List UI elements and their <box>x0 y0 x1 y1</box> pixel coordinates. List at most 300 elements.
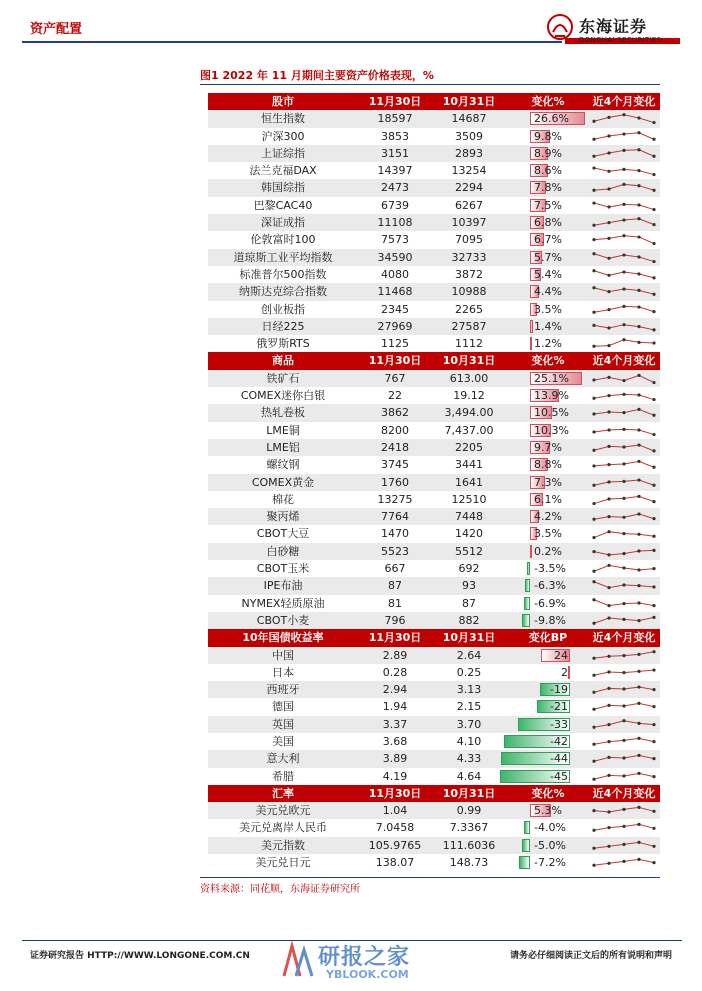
sparkline-point <box>652 466 655 469</box>
sparkline <box>588 595 660 612</box>
change-value: 4.4% <box>534 285 562 299</box>
value-oct31: 12510 <box>451 492 487 506</box>
value-oct31: 111.6036 <box>442 838 496 852</box>
sparkline-point <box>592 829 595 832</box>
value-oct31: 14687 <box>451 112 487 126</box>
sparkline <box>588 197 660 214</box>
section-title: 10年国债收益率 <box>242 631 324 645</box>
change-value: 5.4% <box>534 267 562 281</box>
sparkline-point <box>652 173 655 176</box>
sparkline-point <box>637 305 640 308</box>
table-row <box>208 197 660 214</box>
sparkline-point <box>637 806 640 809</box>
table-row <box>208 387 660 404</box>
value-nov30: 3.68 <box>382 734 408 748</box>
sparkline <box>588 404 660 421</box>
sparkline-point <box>652 810 655 813</box>
value-oct31: 32733 <box>451 250 487 264</box>
sparkline-point <box>637 601 640 604</box>
sparkline-point <box>622 235 625 238</box>
sparkline <box>588 854 660 871</box>
sparkline-point <box>607 604 610 607</box>
table-row <box>208 370 660 387</box>
change-value: -21 <box>550 700 568 714</box>
value-oct31: 148.73 <box>449 856 489 870</box>
table-row <box>208 439 660 456</box>
value-oct31: 1641 <box>455 475 483 489</box>
sparkline-point <box>637 325 640 328</box>
table-row <box>208 214 660 231</box>
asset-name: 德国 <box>272 700 294 714</box>
change-value: 3.5% <box>534 302 562 316</box>
column-header-change: 变化% <box>531 354 565 368</box>
change-value: -44 <box>550 752 568 766</box>
sparkline-point <box>652 155 655 158</box>
change-value: 8.6% <box>534 164 562 178</box>
table-row <box>208 750 660 767</box>
value-nov30: 5523 <box>381 544 409 558</box>
sparkline-point <box>607 480 610 483</box>
value-oct31: 2205 <box>455 440 483 454</box>
change-value: 5.7% <box>534 250 562 264</box>
sparkline-point <box>622 825 625 828</box>
change-value: -6.3% <box>534 579 566 593</box>
sparkline-point <box>592 189 595 192</box>
value-oct31: 7.3367 <box>449 821 489 835</box>
sparkline-point <box>637 443 640 446</box>
sparkline-point <box>637 823 640 826</box>
value-oct31: 692 <box>458 562 480 576</box>
column-header-v1: 11月30日 <box>368 631 422 645</box>
sparkline-point <box>637 236 640 239</box>
change-bar <box>525 579 530 592</box>
change-bar <box>524 597 530 610</box>
table-row <box>208 716 660 733</box>
value-nov30: 138.07 <box>375 856 415 870</box>
value-oct31: 87 <box>462 596 476 610</box>
change-value: -9.8% <box>534 613 566 627</box>
sparkline-point <box>652 775 655 778</box>
change-value: 10.5% <box>534 406 569 420</box>
value-nov30: 3.89 <box>382 752 408 766</box>
table-row <box>208 819 660 836</box>
source-rule <box>200 877 660 878</box>
sparkline-point <box>622 584 625 587</box>
sparkline-point <box>652 189 655 192</box>
column-header-spark: 近4个月变化 <box>592 786 656 800</box>
value-nov30: 105.9765 <box>368 838 422 852</box>
sparkline-point <box>652 260 655 263</box>
value-nov30: 7573 <box>381 233 409 247</box>
sparkline-point <box>592 598 595 601</box>
change-value: -33 <box>550 717 568 731</box>
asset-name: 上证综指 <box>261 146 305 160</box>
sparkline-point <box>622 219 625 222</box>
asset-name: 热轧卷板 <box>261 406 305 420</box>
value-nov30: 7.0458 <box>375 821 415 835</box>
asset-name: 美元兑日元 <box>255 856 311 870</box>
asset-name: 创业板指 <box>261 302 305 316</box>
sparkline-point <box>652 137 655 140</box>
sparkline-point <box>652 668 655 671</box>
sparkline-point <box>607 723 610 726</box>
value-oct31: 613.00 <box>449 371 489 385</box>
sparkline-point <box>607 411 610 414</box>
sparkline-point <box>652 740 655 743</box>
table-row <box>208 647 660 664</box>
asset-name: 螺纹钢 <box>266 458 300 472</box>
sparkline <box>588 474 660 491</box>
sparkline-point <box>652 723 655 726</box>
asset-name: 法兰克福DAX <box>249 164 317 178</box>
sparkline-point <box>652 586 655 589</box>
sparkline <box>588 525 660 542</box>
change-value: 6.7% <box>534 233 562 247</box>
sparkline-point <box>652 650 655 653</box>
sparkline-point <box>622 719 625 722</box>
sparkline-point <box>592 483 595 486</box>
change-value: -4.0% <box>534 821 566 835</box>
sparkline <box>588 318 660 335</box>
sparkline-point <box>622 183 625 186</box>
value-nov30: 796 <box>384 613 406 627</box>
value-nov30: 2.89 <box>382 648 408 662</box>
sparkline-point <box>622 566 625 569</box>
sparkline-point <box>592 269 595 272</box>
sparkline-point <box>652 483 655 486</box>
table-row <box>208 733 660 750</box>
sparkline-point <box>607 564 610 567</box>
sparkline-point <box>637 754 640 757</box>
sparkline <box>588 179 660 196</box>
value-oct31: 2.15 <box>456 700 482 714</box>
sparkline <box>588 387 660 404</box>
sparkline-point <box>622 687 625 690</box>
table-row <box>208 508 660 525</box>
asset-name: 中国 <box>272 648 294 662</box>
sparkline-point <box>622 338 625 341</box>
sparkline-point <box>637 652 640 655</box>
sparkline-point <box>607 497 610 500</box>
value-nov30: 7764 <box>381 510 409 524</box>
value-oct31: 1112 <box>455 337 483 351</box>
sparkline-point <box>622 253 625 256</box>
sparkline-point <box>592 465 595 468</box>
sparkline-point <box>622 393 625 396</box>
sparkline-point <box>622 739 625 742</box>
table-row <box>208 404 660 421</box>
change-value: 6.1% <box>534 492 562 506</box>
value-oct31: 3441 <box>455 458 483 472</box>
sparkline-point <box>652 567 655 570</box>
sparkline-point <box>607 704 610 707</box>
change-bar <box>530 320 533 333</box>
sparkline-point <box>652 705 655 708</box>
asset-name: 日本 <box>272 665 294 679</box>
watermark <box>278 938 438 988</box>
brand-logo <box>545 12 685 52</box>
value-oct31: 1420 <box>455 527 483 541</box>
value-nov30: 8200 <box>381 423 409 437</box>
column-header-spark: 近4个月变化 <box>592 631 656 645</box>
asset-name: 伦敦富时100 <box>250 233 316 247</box>
sparkline-point <box>607 773 610 776</box>
change-value: 3.5% <box>534 527 562 541</box>
table-row <box>208 110 660 127</box>
sparkline <box>588 301 660 318</box>
change-value: 0.2% <box>534 544 562 558</box>
change-value: -19 <box>550 683 568 697</box>
value-nov30: 13275 <box>377 492 413 506</box>
asset-name: 美元兑欧元 <box>255 804 311 818</box>
sparkline-point <box>592 809 595 812</box>
sparkline-point <box>652 861 655 864</box>
asset-name: CBOT玉米 <box>256 562 310 576</box>
sparkline-point <box>592 580 595 583</box>
sparkline-point <box>637 374 640 377</box>
sparkline-point <box>607 740 610 743</box>
value-oct31: 2.64 <box>456 648 482 662</box>
sparkline-point <box>607 170 610 173</box>
sparkline-point <box>622 203 625 206</box>
value-oct31: 19.12 <box>453 389 485 403</box>
section-header-row <box>208 785 660 802</box>
sparkline <box>588 819 660 836</box>
change-value: 5.3% <box>534 804 562 818</box>
header-rule <box>22 41 562 43</box>
sparkline-point <box>652 757 655 760</box>
sparkline-point <box>607 394 610 397</box>
table-row <box>208 249 660 266</box>
sparkline <box>588 577 660 594</box>
sparkline-point <box>637 858 640 861</box>
change-bar <box>530 545 532 558</box>
value-oct31: 4.10 <box>456 734 482 748</box>
sparkline-point <box>592 691 595 694</box>
value-oct31: 882 <box>458 613 480 627</box>
sparkline <box>588 370 660 387</box>
sparkline <box>588 283 660 300</box>
sparkline-point <box>592 167 595 170</box>
column-header-change: 变化% <box>531 786 565 800</box>
sparkline-point <box>592 550 595 553</box>
sparkline-point <box>622 618 625 621</box>
change-value: -45 <box>550 769 568 783</box>
value-nov30: 3151 <box>381 146 409 160</box>
sparkline-point <box>637 148 640 151</box>
brand-mark-icon <box>545 12 575 44</box>
sparkline-point <box>652 381 655 384</box>
figure-title: 图1 2022 年 11 月期间主要资产价格表现，% <box>200 69 434 82</box>
change-value: -42 <box>550 734 568 748</box>
column-header-change: 变化% <box>531 95 565 108</box>
table-row <box>208 595 660 612</box>
sparkline-point <box>622 323 625 326</box>
value-nov30: 0.28 <box>382 665 408 679</box>
table-row <box>208 577 660 594</box>
sparkline-point <box>637 341 640 344</box>
sparkline <box>588 647 660 664</box>
value-nov30: 4080 <box>381 267 409 281</box>
section-title: 股市 <box>272 95 294 108</box>
sparkline-point <box>592 518 595 521</box>
table-row <box>208 698 660 715</box>
change-value: 7.3% <box>534 475 562 489</box>
asset-name: 美元指数 <box>261 838 305 852</box>
sparkline-point <box>637 255 640 258</box>
sparkline <box>588 422 660 439</box>
sparkline-point <box>607 134 610 137</box>
sparkline-point <box>607 654 610 657</box>
asset-name: COMEX黄金 <box>251 475 315 489</box>
asset-name: 标准普尔500指数 <box>239 267 327 281</box>
value-oct31: 10397 <box>451 216 487 230</box>
sparkline-point <box>637 670 640 673</box>
table-row <box>208 456 660 473</box>
table-row <box>208 837 660 854</box>
value-nov30: 11108 <box>377 216 413 230</box>
sparkline-point <box>637 721 640 724</box>
value-oct31: 3.70 <box>456 717 482 731</box>
asset-name: 英国 <box>272 717 294 731</box>
sparkline-point <box>607 237 610 240</box>
sparkline-point <box>592 777 595 780</box>
watermark-text: 研报之家 <box>318 945 411 970</box>
table-row <box>208 802 660 819</box>
table-row <box>208 422 660 439</box>
sparkline <box>588 249 660 266</box>
column-header-spark: 近4个月变化 <box>592 354 656 368</box>
value-nov30: 81 <box>388 596 402 610</box>
table-row <box>208 266 660 283</box>
value-nov30: 3853 <box>381 129 409 143</box>
sparkline-point <box>592 449 595 452</box>
sparkline-point <box>592 656 595 659</box>
asset-name: 美国 <box>272 734 294 748</box>
table-row <box>208 128 660 145</box>
sparkline-point <box>637 408 640 411</box>
brand-name: 东海证券 <box>579 17 648 36</box>
value-nov30: 11468 <box>377 285 413 299</box>
sparkline-point <box>652 414 655 417</box>
sparkline-point <box>622 445 625 448</box>
change-value: 1.2% <box>534 337 562 351</box>
sparkline-point <box>607 116 610 119</box>
sparkline-point <box>652 688 655 691</box>
sparkline <box>588 266 660 283</box>
asset-name: LME铝 <box>266 440 300 454</box>
asset-name: 韩国综指 <box>261 181 305 195</box>
column-header-v2: 10月31日 <box>442 786 496 800</box>
sparkline-point <box>592 238 595 241</box>
sparkline <box>588 698 660 715</box>
sparkline-point <box>607 256 610 259</box>
change-value: -3.5% <box>534 562 566 576</box>
watermark-logo-icon <box>280 940 314 980</box>
value-nov30: 6739 <box>381 198 409 212</box>
value-nov30: 22 <box>388 389 402 403</box>
brand-name-en: DONGHAI SECURITIES <box>579 36 662 44</box>
sparkline-point <box>652 293 655 296</box>
sparkline <box>588 733 660 750</box>
sparkline-point <box>592 155 595 158</box>
sparkline-point <box>652 398 655 401</box>
sparkline-point <box>622 552 625 555</box>
sparkline-point <box>607 515 610 518</box>
sparkline-point <box>622 168 625 171</box>
sparkline <box>588 145 660 162</box>
sparkline-point <box>607 274 610 277</box>
sparkline-point <box>592 224 595 227</box>
sparkline-point <box>592 252 595 255</box>
sparkline <box>588 128 660 145</box>
change-value: 26.6% <box>534 112 569 126</box>
value-oct31: 2265 <box>455 302 483 316</box>
sparkline-point <box>652 449 655 452</box>
watermark-url: YBLOOK.COM <box>326 968 409 981</box>
sparkline-point <box>592 708 595 711</box>
section-header-row <box>208 93 660 110</box>
sparkline-point <box>607 463 610 466</box>
value-oct31: 13254 <box>451 164 487 178</box>
change-value: -5.0% <box>534 838 566 852</box>
sparkline-point <box>592 536 595 539</box>
change-value: -7.2% <box>534 856 566 870</box>
sparkline-point <box>652 328 655 331</box>
sparkline-point <box>622 379 625 382</box>
sparkline-point <box>607 445 610 448</box>
sparkline-point <box>637 686 640 689</box>
value-nov30: 4.19 <box>382 769 408 783</box>
asset-name: NYMEX轻质原油 <box>241 596 325 610</box>
sparkline-point <box>592 430 595 433</box>
sparkline-point <box>637 513 640 516</box>
asset-name: 聚丙烯 <box>266 510 300 524</box>
sparkline-point <box>607 586 610 589</box>
sparkline-point <box>652 604 655 607</box>
sparkline-point <box>637 495 640 498</box>
sparkline-point <box>622 654 625 657</box>
sparkline-point <box>652 433 655 436</box>
sparkline-point <box>622 516 625 519</box>
value-oct31: 2893 <box>455 146 483 160</box>
sparkline-point <box>592 622 595 625</box>
sparkline-point <box>607 151 610 154</box>
sparkline-point <box>622 288 625 291</box>
asset-name: LME铜 <box>266 423 300 437</box>
sparkline-point <box>637 771 640 774</box>
asset-name: 棉花 <box>272 492 294 506</box>
sparkline-point <box>637 131 640 134</box>
sparkline-point <box>622 113 625 116</box>
change-value: 9.7% <box>534 440 562 454</box>
column-header-spark: 近4个月变化 <box>592 95 656 108</box>
sparkline-point <box>592 201 595 204</box>
value-nov30: 767 <box>384 371 406 385</box>
sparkline-point <box>637 533 640 536</box>
value-nov30: 3862 <box>381 406 409 420</box>
asset-name: 铁矿石 <box>266 371 300 385</box>
change-value: 1.4% <box>534 319 562 333</box>
sparkline-point <box>622 497 625 500</box>
column-header-v2: 10月31日 <box>442 95 496 108</box>
value-oct31: 7448 <box>455 510 483 524</box>
sparkline <box>588 456 660 473</box>
table-row <box>208 179 660 196</box>
sparkline <box>588 837 660 854</box>
value-nov30: 1.94 <box>382 700 408 714</box>
value-nov30: 14397 <box>377 164 413 178</box>
